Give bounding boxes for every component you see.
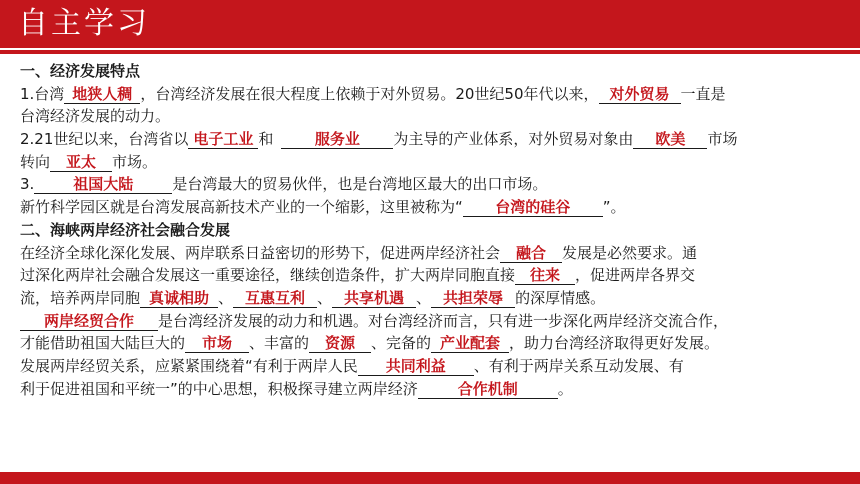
section2-line-3	[20, 287, 850, 310]
section2-line-6	[20, 355, 850, 378]
answer-blank: 往来	[515, 266, 575, 285]
text: 市场	[707, 130, 738, 149]
answer-blank: 合作机制	[418, 380, 558, 399]
text: 发展是必然要求。通	[562, 243, 698, 262]
text: 。	[557, 379, 573, 398]
text: 、完备的	[371, 334, 432, 353]
footer-bar	[0, 472, 860, 484]
text: ，促进两岸各界交	[575, 266, 696, 285]
answer-blank: 市场	[185, 334, 249, 353]
header-divider	[0, 50, 860, 54]
text: 、丰富的	[249, 334, 310, 353]
answer-blank: 真诚相助	[140, 289, 218, 308]
section2-line-4	[20, 310, 850, 333]
section1-line-4	[20, 151, 850, 174]
text: 一直是	[680, 84, 726, 103]
text: 和	[258, 130, 274, 149]
text: 市场。	[112, 152, 158, 171]
text: 、	[416, 288, 432, 307]
section1-line-1	[20, 83, 850, 106]
answer-blank: 欧美	[633, 130, 707, 149]
answer-blank: 共担荣辱	[431, 289, 515, 308]
text: 是台湾最大的贸易伙伴，也是台湾地区最大的出口市场。	[172, 175, 548, 194]
text: 3.	[20, 175, 35, 194]
text: 、	[317, 288, 333, 307]
text: ，台湾经济发展在很大程度上依赖于对外贸易。20世纪50年代以来，	[140, 84, 599, 103]
text: 转向	[20, 152, 51, 171]
section2-line-2	[20, 264, 850, 287]
section1-line-6	[20, 196, 850, 219]
text: 才能借助祖国大陆巨大的	[20, 334, 186, 353]
answer-blank: 对外贸易	[599, 85, 681, 104]
text: 流，培养两岸同胞	[20, 288, 141, 307]
answer-blank: 地狭人稠	[64, 85, 140, 104]
text: 是台湾经济发展的动力和机遇。对台湾经济而言，只有进一步深化两岸经济交流合作，	[158, 311, 729, 330]
section2-heading: 二、海峡两岸经济社会融合发展	[20, 220, 231, 239]
answer-blank: 亚太	[50, 153, 112, 172]
section1-line-2: 台湾经济发展的动力。	[20, 107, 171, 126]
text: 发展两岸经贸关系，应紧紧围绕着“有利于两岸人民	[20, 356, 358, 375]
section1-heading: 一、经济发展特点	[20, 62, 141, 80]
header-bar	[0, 0, 860, 48]
section2-line-5	[20, 332, 850, 355]
answer-blank: 服务业	[281, 130, 393, 149]
answer-blank: 两岸经贸合作	[20, 312, 158, 331]
section1-line-5	[20, 173, 850, 196]
text: 过深化两岸社会融合发展这一重要途径，继续创造条件，扩大两岸同胞直接	[20, 266, 516, 285]
text: 的深厚情感。	[515, 288, 606, 307]
answer-blank: 台湾的硅谷	[463, 198, 603, 217]
answer-blank: 融合	[500, 244, 562, 263]
text: 利于促进祖国和平统一”的中心思想，积极探寻建立两岸经济	[20, 379, 418, 398]
text: 1.台湾	[20, 84, 65, 103]
answer-blank: 电子工业	[188, 130, 258, 149]
text: 、	[218, 288, 234, 307]
answer-blank: 共同利益	[358, 357, 474, 376]
answer-blank: 祖国大陆	[34, 175, 172, 194]
text: 、有利于两岸关系互动发展、有	[473, 356, 684, 375]
section2-line-7	[20, 378, 850, 401]
text: ，助力台湾经济取得更好发展。	[509, 334, 720, 353]
answer-blank: 共享机遇	[332, 289, 416, 308]
answer-blank: 产业配套	[431, 334, 509, 353]
text: 新竹科学园区就是台湾发展高新技术产业的一个缩影，这里被称为“	[20, 198, 463, 217]
text: 2.21世纪以来，台湾省以	[20, 130, 189, 149]
answer-blank: 资源	[309, 334, 371, 353]
text: ”。	[602, 198, 626, 217]
answer-blank: 互惠互利	[233, 289, 317, 308]
section2-line-1	[20, 242, 850, 265]
text: 在经济全球化深化发展、两岸联系日益密切的形势下，促进两岸经济社会	[20, 243, 501, 262]
text: 为主导的产业体系，对外贸易对象由	[393, 130, 634, 149]
page-title: 自主学习	[18, 6, 150, 41]
section1-line-3	[20, 128, 850, 151]
study-content	[20, 60, 850, 400]
